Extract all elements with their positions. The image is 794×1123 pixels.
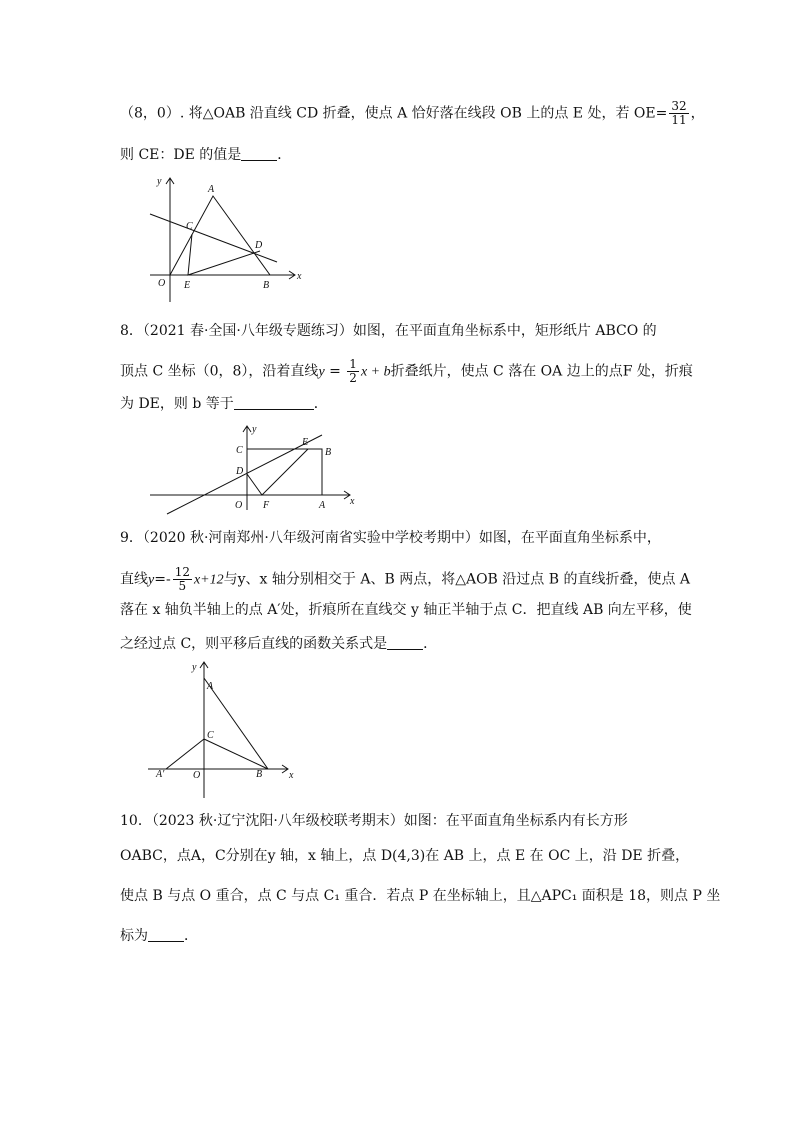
q7-label-y: y (157, 176, 162, 187)
q9-line-3 (120, 600, 692, 620)
q7-label-b: B (263, 280, 270, 291)
q7-label-c: C (186, 221, 193, 232)
q8-fold-line-de (167, 435, 322, 514)
q10-text-2: OABC，点A，C分别在y 轴，x 轴上，点 D(4,3)在 AB 上，点 E 在 OC 上，沿 DE 折叠， (120, 848, 690, 864)
q7-fraction (669, 100, 688, 127)
q9-text-2: 直线 (120, 571, 148, 588)
q7-text-1: （8，0）. 将△OAB 沿直线 CD 折叠，使点 A 恰好落在线段 OB 上的点 E 处，若 OE= (120, 105, 668, 122)
q9-fold-line-bc (204, 739, 268, 769)
q8-label-a: A (319, 500, 326, 511)
q9-eq-rest: x+12 (193, 572, 224, 588)
q9-label-c: C (207, 730, 214, 741)
q7-answer-blank[interactable] (241, 146, 277, 161)
q10-text-1: 10．（2023 秋·辽宁沈阳·八年级校联考期末）如图：在平面直角坐标系内有长方形 (120, 813, 628, 829)
q10-answer-blank[interactable] (148, 927, 184, 942)
q8-eq-rest: x + b (360, 364, 391, 380)
q8-line-1 (120, 321, 657, 341)
q8-label-c: C (236, 445, 243, 456)
q8-frac-num: 1 (349, 357, 357, 371)
q7-frac-den: 11 (671, 113, 687, 127)
q7-folded-triangle (188, 234, 260, 275)
q9-label-a-prime: A′ (156, 769, 165, 780)
q9-label-y: y (192, 662, 197, 673)
q7-label-o: O (158, 278, 166, 289)
q7-triangle-oab (170, 196, 270, 275)
q9-label-a: A (207, 681, 214, 692)
q9-line-4 (120, 634, 437, 654)
q8-label-e: E (302, 437, 309, 448)
q8-frac-den: 2 (349, 371, 357, 385)
q7-line-1 (120, 100, 705, 127)
q9-answer-blank[interactable] (387, 635, 423, 650)
q8-eq-y: y (318, 364, 325, 380)
q7-text-1-end: ， (690, 105, 705, 122)
q9-frac-num: 12 (174, 565, 190, 579)
q9-eq-equals: =- (154, 571, 171, 588)
q8-fold-segments (247, 449, 308, 495)
q9-segment-a-prime-c (166, 739, 204, 769)
q9-eq-y: y (148, 572, 155, 588)
q8-label-f: F (263, 500, 270, 511)
q7-text-2-end: ． (277, 147, 292, 163)
q10-text-4: 标为 (120, 928, 148, 944)
q8-line-2 (120, 358, 693, 385)
q7-text-2: 则 CE：DE 的值是 (120, 147, 242, 163)
q7-figure (145, 172, 310, 307)
q7-label-a: A (208, 184, 215, 195)
q9-text-4: 之经过点 C，则平移后直线的函数关系式是 (120, 636, 388, 652)
q8-fraction (347, 358, 359, 385)
q7-line-2 (120, 145, 291, 165)
q9-text-4-end: ． (423, 636, 438, 652)
q7-fold-line-cd (150, 214, 277, 262)
q8-text-2: 顶点 C 坐标（0，8），沿着直线 (120, 363, 319, 380)
q9-label-b: B (256, 769, 263, 780)
q10-text-3: 使点 B 与点 O 重合，点 C 与点 C₁ 重合．若点 P 在坐标轴上，且△APC₁ 面积是 18，则点 P 坐 (120, 888, 721, 904)
q8-label-y: y (252, 424, 257, 435)
q9-text-1: 9．（2020 秋·河南郑州·八年级河南省实验中学校考期中）如图，在平面直角坐标系中， (120, 530, 661, 546)
q10-line-4 (120, 926, 198, 946)
q9-label-o: O (193, 770, 201, 781)
q8-label-o: O (235, 500, 243, 511)
q8-text-1: 8．（2021 春·全国·八年级专题练习）如图，在平面直角坐标系中，矩形纸片 ABCO 的 (120, 323, 657, 339)
q9-frac-den: 5 (178, 579, 187, 593)
q8-figure (145, 422, 365, 514)
q8-label-x: x (350, 496, 355, 507)
q10-line-2 (120, 846, 689, 866)
q8-text-3: 为 DE，则 b 等于 (120, 396, 234, 412)
q9-text-3: 落在 x 轴负半轴上的点 A′处，折痕所在直线交 y 轴正半轴于点 C．把直线 AB 向左平移，使 (120, 602, 692, 618)
q10-line-3 (120, 886, 720, 906)
q9-line-ab (204, 678, 268, 769)
q8-answer-blank[interactable] (234, 395, 314, 410)
q7-label-e: E (184, 280, 191, 291)
q8-text-2-end: 折叠纸片，使点 C 落在 OA 边上的点F 处，折痕 (390, 363, 693, 380)
q9-text-2-end: 与y、x 轴分别相交于 A、B 两点，将△AOB 沿过点 B 的直线折叠，使点 A (223, 571, 691, 588)
q8-line-3 (120, 394, 328, 414)
q8-text-3-end: ． (313, 396, 328, 412)
q10-text-4-end: ． (184, 928, 198, 944)
q9-fraction (173, 566, 192, 593)
q8-eq-equals: = (324, 363, 346, 380)
q9-figure (148, 660, 300, 800)
q7-frac-num: 32 (671, 99, 687, 113)
q8-label-d: D (236, 466, 244, 477)
q10-line-1 (120, 811, 628, 831)
q9-line-2 (120, 566, 690, 593)
q9-line-1 (120, 528, 661, 548)
q7-label-x: x (297, 271, 302, 282)
q9-label-x: x (289, 770, 294, 781)
q8-label-b: B (325, 447, 332, 458)
q7-label-d: D (255, 240, 263, 251)
